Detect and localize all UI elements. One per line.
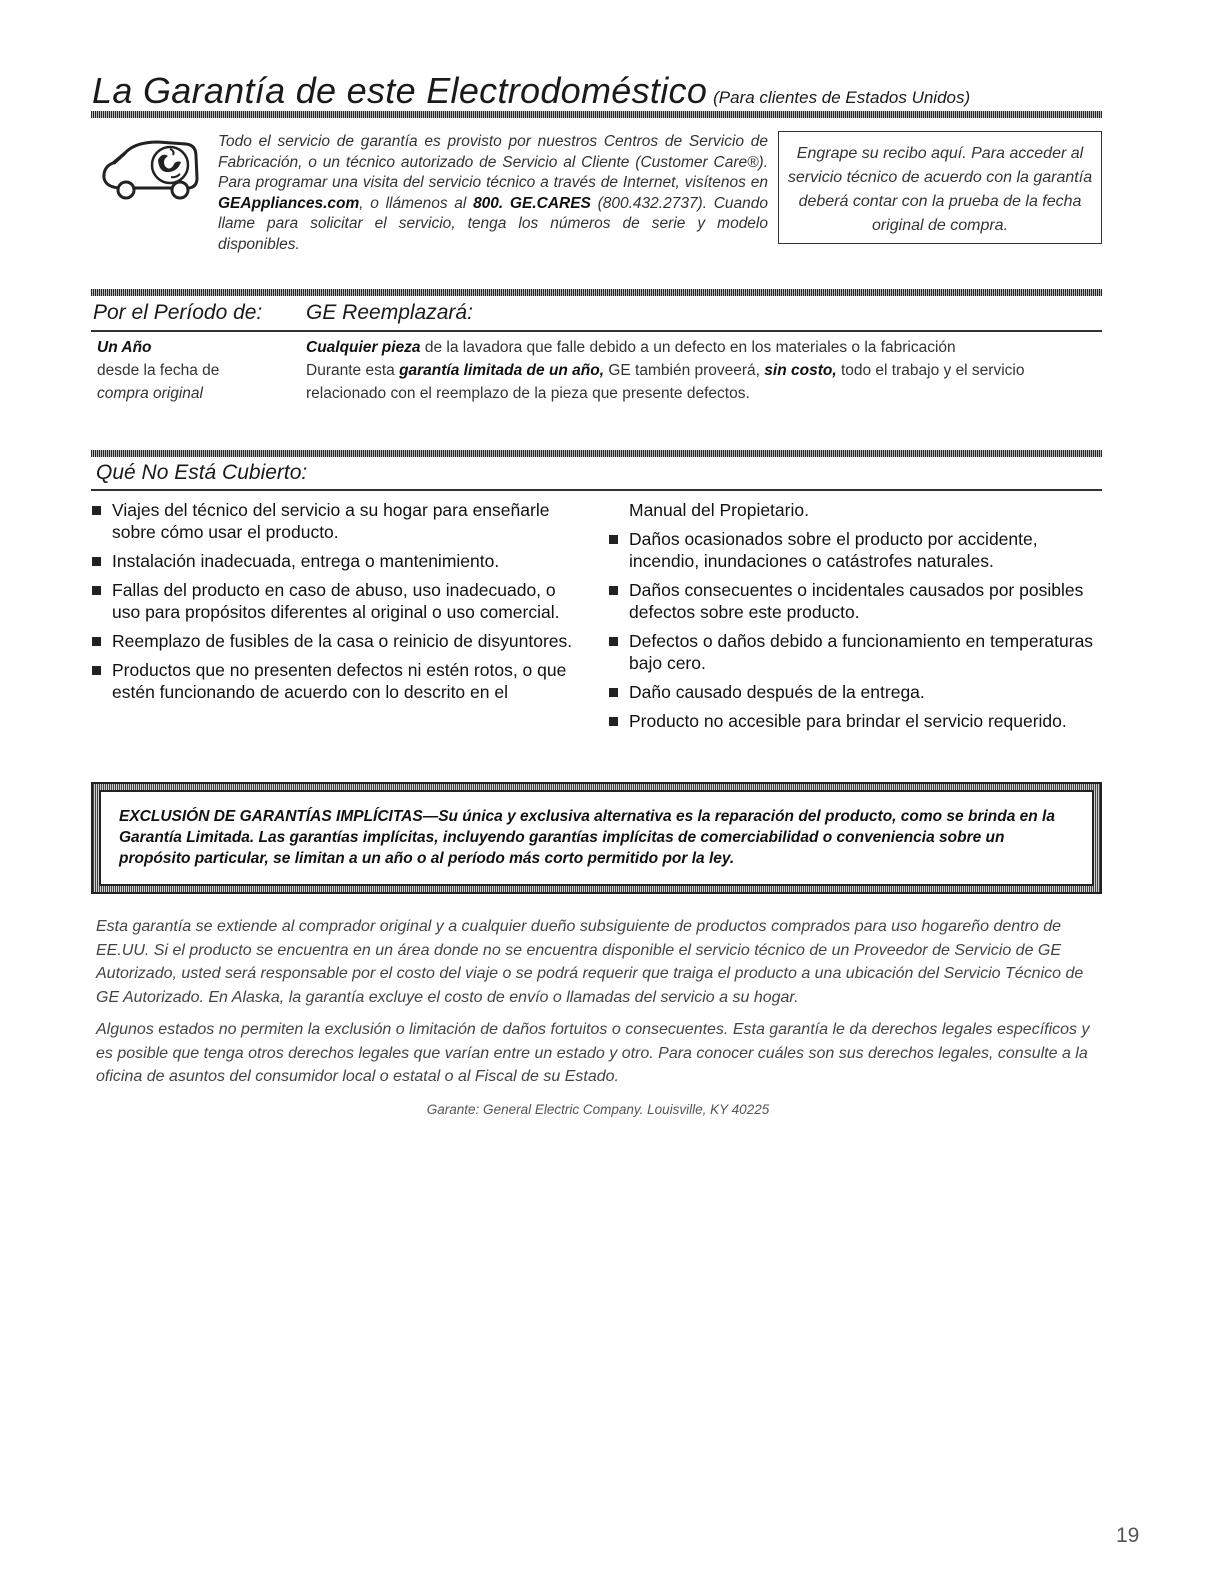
intro-text-3: (800.432.2737). Cuando llame para solicitar el servicio, tenga los números de serie y modelo disponibles. <box>218 194 769 253</box>
replacement-terms <box>306 336 1096 405</box>
coverage-paragraph: Esta garantía se extiende al comprador original y a cualquier dueño subsiguiente de productos comprados para uso hogareño dentro de EE.UU. Si el producto se encuentra en un área donde no se encuentra disponible el servicio técnico de un Proveedor de Servicio de GE Autorizado, usted será responsable por el costo del viaje o se podrá requerir que traiga el producto a una ubicación del Servicio Técnico de GE Autorizado. En Alaska, la garantía excluye el costo de envío o llamadas del servicio a su hogar. <box>96 918 1084 1006</box>
period-header: Por el Período de: <box>93 301 263 324</box>
list-item: Daños consecuentes o incidentales causados por posibles defectos sobre este producto. <box>607 579 1107 623</box>
list-item: Instalación inadecuada, entrega o mantenimiento. <box>90 550 580 572</box>
list-item: Productos que no presenten defectos ni estén rotos, o que estén funcionando de acuerdo con lo descrito en el <box>90 659 580 703</box>
intro-text-1: Todo el servicio de garantía es provisto por nuestros Centros de Servicio de Fabricación, o un técnico autorizado de Servicio al Cliente (Customer Care®). Para programar una visita del servicio técnico a través de Internet, visítenos en <box>218 133 768 191</box>
table-top-divider <box>91 289 1102 296</box>
replace-text-3: GE también proveerá, <box>604 362 765 379</box>
not-covered-right-column <box>607 499 1107 739</box>
replace-text-4: todo el trabajo y el servicio relacionado con el reemplazo de la pieza que presente defectos. <box>306 362 1025 402</box>
list-item: Fallas del producto en caso de abuso, uso inadecuado, o uso para propósitos diferentes al original o uso comercial. <box>90 579 580 623</box>
intro-text-2: , o llámenos al <box>359 194 474 212</box>
page-number: 19 <box>1116 1524 1140 1547</box>
period-line-1: Un Año <box>97 339 152 356</box>
not-covered-left-list <box>90 499 580 710</box>
replace-bold-2: garantía limitada de un año, <box>399 362 605 379</box>
exclusion-box <box>91 782 1102 894</box>
replace-bold-3: sin costo, <box>764 362 837 379</box>
list-continuation: Manual del Propietario. <box>629 500 809 520</box>
not-covered-right-list <box>607 528 1107 732</box>
list-item: Defectos o daños debido a funcionamiento en temperaturas bajo cero. <box>607 630 1107 674</box>
warrantor-footer: Garante: General Electric Company. Louisville, KY 40225 <box>426 1102 770 1117</box>
page-title-main: La Garantía de este Electrodoméstico <box>92 70 708 111</box>
page-title <box>92 70 970 112</box>
not-covered-header: Qué No Está Cubierto: <box>96 461 308 484</box>
replace-text-2: Durante esta <box>306 362 400 379</box>
page-title-sub: (Para clientes de Estados Unidos) <box>713 88 971 107</box>
period-line-2: desde la fecha de <box>97 362 220 379</box>
website-link[interactable]: GEAppliances.com <box>218 194 360 212</box>
list-item: Producto no accesible para brindar el servicio requerido. <box>607 710 1107 732</box>
replace-bold-1: Cualquier pieza <box>306 339 421 356</box>
period-line-3: compra original <box>97 385 203 402</box>
list-item: Daño causado después de la entrega. <box>607 681 1107 703</box>
title-divider <box>91 111 1102 118</box>
not-covered-header-divider <box>91 489 1102 491</box>
exclusion-text: EXCLUSIÓN DE GARANTÍAS IMPLÍCITAS—Su única y exclusiva alternativa es la reparación del producto, como se brinda en la Garantía Limitada. Las garantías implícitas, incluyendo garantías implícitas de comerciabilidad o conveniencia sobre un propósito particular, se limitan a un año o al período más corto permitido por la ley. <box>99 790 1094 886</box>
replace-text-1: de la lavadora que falle debido a un defecto en los materiales o la fabricación <box>420 339 956 356</box>
service-van-icon <box>96 138 208 215</box>
list-item: Viajes del técnico del servicio a su hogar para enseñarle sobre cómo usar el producto. <box>90 499 580 543</box>
receipt-box: Engrape su recibo aquí. Para acceder al servicio técnico de acuerdo con la garantía deberá contar con la prueba de la fecha original de compra. <box>778 131 1102 244</box>
legal-rights-paragraph: Algunos estados no permiten la exclusión o limitación de daños fortuitos o consecuentes. Esta garantía le da derechos legales específicos y es posible que tenga otros derechos legales que varían entre un estado y otro. Para conocer cuáles son sus derechos legales, consulte a la oficina de asuntos del consumidor local o estatal o al Fiscal de su Estado. <box>96 1021 1090 1085</box>
list-item: Daños ocasionados sobre el producto por accidente, incendio, inundaciones o catástrofes naturales. <box>607 528 1107 572</box>
intro-paragraph <box>218 132 768 255</box>
table-header-divider <box>91 330 1102 332</box>
list-item: Reemplazo de fusibles de la casa o reinicio de disyuntores. <box>90 630 580 652</box>
phone-number: 800. GE.CARES <box>473 194 591 212</box>
not-covered-divider <box>91 450 1102 457</box>
warranty-period <box>97 336 297 405</box>
replace-header: GE Reemplazará: <box>306 301 473 324</box>
